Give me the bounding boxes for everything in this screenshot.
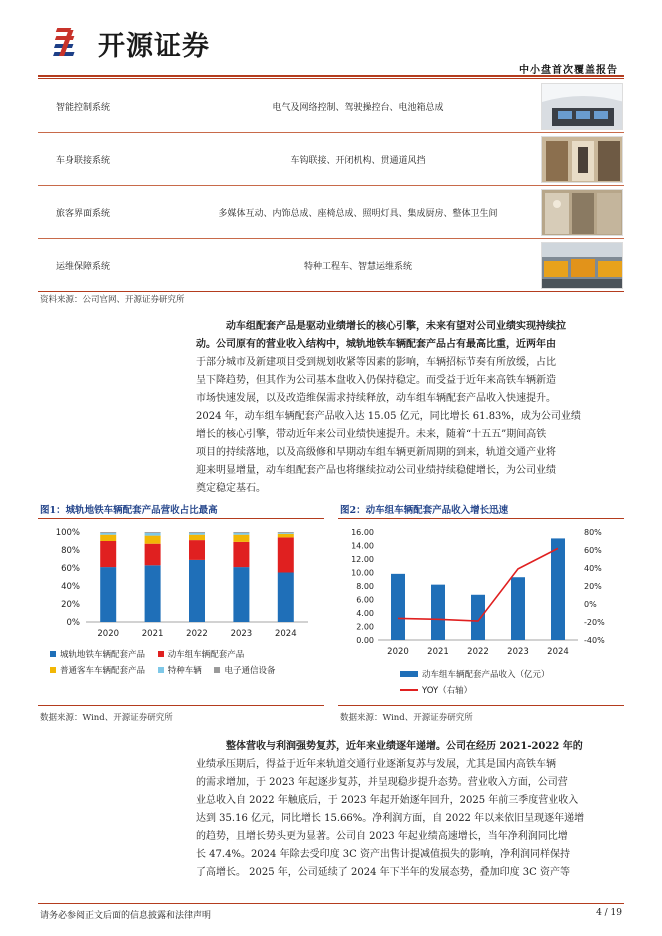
fig1-source: 数据来源：Wind、开源证券研究所 xyxy=(40,713,173,723)
legend-item xyxy=(400,668,550,680)
para2-line-1: 业绩承压期后，得益于近年来轨道交通行业逐渐复苏与发展，尤其是国内高铁车辆 xyxy=(196,759,556,770)
para1-line-0: 动车组配套产品是驱动业绩增长的核心引擎，未来有望对公司业绩实现持续拉 xyxy=(226,321,566,332)
footer-disclaimer: 请务必参阅正文后面的信息披露和法律声明 xyxy=(40,911,212,921)
para1-line-5: 2024 年，动车组车辆配套产品收入达 15.05 亿元，同比增长 61.83%，成为公司业绩 xyxy=(196,411,581,422)
interior-photo xyxy=(541,189,623,236)
bar-segment xyxy=(233,567,249,622)
bar-segment xyxy=(189,532,205,533)
bar-segment xyxy=(100,567,116,622)
para2-line-6: 长 47.4%。2024 年除去受印度 3C 资产出售计提减值损失的影响，净利润同样保持 xyxy=(196,849,570,860)
system-desc: 车钩联接、开闭机构、贯通道风挡 xyxy=(290,156,426,166)
brand-name: 开源证券 xyxy=(98,31,210,62)
legend-label: 动车组车辆配套产品收入（亿元） xyxy=(422,670,550,680)
y-tick-label: 80% xyxy=(61,546,80,556)
engineering-vehicle-photo xyxy=(541,242,623,289)
bar-segment xyxy=(189,533,205,535)
legend-label: YOY（右轴） xyxy=(422,686,473,696)
x-tick-label: 2020 xyxy=(97,629,120,639)
bar-segment xyxy=(278,532,294,533)
bar-segment xyxy=(278,537,294,572)
system-name: 运维保障系统 xyxy=(56,262,111,272)
bar-segment xyxy=(100,532,116,533)
x-tick-label: 2021 xyxy=(141,629,164,639)
y-right-tick-label: -40% xyxy=(584,636,605,645)
kaiyuan-logo-icon xyxy=(52,26,92,62)
brand-logo xyxy=(52,24,210,63)
fig2-title: 图2：动车组车辆配套产品收入增长迅速 xyxy=(340,505,509,516)
bar-segment xyxy=(278,573,294,623)
revenue-bar xyxy=(471,595,485,640)
fig2-bottom-rule xyxy=(338,705,624,706)
table-source: 资料来源：公司官网、开源证券研究所 xyxy=(40,295,185,305)
system-name: 旅客界面系统 xyxy=(56,209,111,219)
bar-segment xyxy=(145,565,161,622)
y-left-tick-label: 10.00 xyxy=(351,568,374,578)
cab-photo xyxy=(541,83,623,130)
x-tick-label: 2023 xyxy=(230,629,253,639)
x-tick-label: 2020 xyxy=(387,647,409,657)
y-right-tick-label: -20% xyxy=(584,618,605,627)
fig2-rule xyxy=(338,518,624,519)
bar-segment xyxy=(189,540,205,560)
legend-label: 特种车辆 xyxy=(167,666,202,676)
para2-line-2: 的需求增加，于 2023 年起逐步复苏，并呈现稳步提升态势。营业收入方面，公司营 xyxy=(196,777,568,788)
y-right-tick-label: 80% xyxy=(584,528,602,537)
para1-line-3: 呈下降趋势，但其作为公司基本盘收入仍保持稳定。而受益于近年来高铁车辆新造 xyxy=(196,375,556,386)
legend-label: 普通客车车辆配套产品 xyxy=(60,666,146,676)
y-left-tick-label: 12.00 xyxy=(351,555,374,564)
fig2-chart xyxy=(338,522,628,662)
paragraph-profit-recovery xyxy=(196,738,626,882)
bar-segment xyxy=(233,535,249,542)
table-row xyxy=(38,186,624,239)
table-row xyxy=(38,239,624,292)
y-right-tick-label: 0% xyxy=(584,600,597,609)
fig1-title: 图1：城轨地铁车辆配套产品营收占比最高 xyxy=(40,505,218,516)
bar-segment xyxy=(233,533,249,535)
x-tick-label: 2023 xyxy=(507,647,529,657)
revenue-bar xyxy=(391,574,405,640)
legend-swatch xyxy=(158,667,164,673)
fig2-chart-svg xyxy=(338,522,628,662)
fig1-chart-svg xyxy=(38,522,328,647)
para1-line-4: 市场快速发展，以及改造维保需求持续释放，动车组车辆配套产品收入快速提升。 xyxy=(196,393,556,404)
legend-item xyxy=(214,664,275,676)
system-desc: 多媒体互动、内饰总成、座椅总成、照明灯具、集成厨房、整体卫生间 xyxy=(218,209,498,219)
fig2-source: 数据来源：Wind、开源证券研究所 xyxy=(340,713,473,723)
para1-line-1: 动。公司原有的营业收入结构中，城轨地铁车辆配套产品占有最高比重，近两年由 xyxy=(196,339,556,350)
system-desc: 特种工程车、智慧运维系统 xyxy=(303,262,412,272)
y-left-tick-label: 6.00 xyxy=(356,595,374,605)
para1-line-7: 项目的持续落地，以及高级修和早期动车组车辆更新周期的到来，轨道交通产业将 xyxy=(196,447,556,458)
system-name: 车身联接系统 xyxy=(56,156,111,166)
y-tick-label: 20% xyxy=(61,600,80,610)
bar-segment xyxy=(233,542,249,567)
y-right-tick-label: 60% xyxy=(584,546,602,555)
report-type: 中小盘首次覆盖报告 xyxy=(519,65,618,76)
bar-segment xyxy=(145,532,161,533)
door-photo xyxy=(541,136,623,183)
y-left-tick-label: 4.00 xyxy=(356,609,374,618)
bar-segment xyxy=(100,535,116,541)
y-tick-label: 0% xyxy=(66,618,80,628)
legend-swatch xyxy=(50,667,56,673)
legend-item xyxy=(50,648,145,660)
legend-swatch xyxy=(214,667,220,673)
legend-label: 动车组车辆配套产品 xyxy=(167,650,245,660)
footer-divider xyxy=(38,903,624,904)
legend-swatch xyxy=(50,651,56,657)
para1-line-9: 奠定稳定基石。 xyxy=(196,483,266,494)
para2-line-3: 业总收入自 2022 年触底后，于 2023 年起开始逐年回升，2025 年前三季度营业收入 xyxy=(196,795,579,806)
legend-label: 城轨地铁车辆配套产品 xyxy=(60,650,146,660)
y-left-tick-label: 8.00 xyxy=(356,582,374,591)
legend-item xyxy=(158,664,202,676)
para1-line-6: 增长的核心引擎，带动近年来公司业绩快速提升。未来，随着“十五五”期间高铁 xyxy=(196,429,547,440)
x-tick-label: 2022 xyxy=(467,647,489,657)
para2-line-0: 整体营收与利润强势复苏，近年来业绩逐年递增。公司在经历 2021-2022 年的 xyxy=(226,741,583,752)
bar-segment xyxy=(278,533,294,534)
para2-line-4: 达到 35.16 亿元，同比增长 15.66%。净利润方面，自 2022 年以来依旧呈现逐年递增 xyxy=(196,813,585,824)
x-tick-label: 2021 xyxy=(427,647,449,657)
fig1-bottom-rule xyxy=(38,705,324,706)
revenue-bar xyxy=(551,538,565,640)
table-row xyxy=(38,80,624,133)
system-name: 智能控制系统 xyxy=(56,103,111,113)
y-tick-label: 60% xyxy=(61,564,80,574)
systems-table xyxy=(38,80,624,292)
para2-line-5: 的趋势，且增长势头更为显著。公司自 2023 年起业绩高速增长，当年净利润同比增 xyxy=(196,831,568,842)
bar-segment xyxy=(100,541,116,567)
bar-segment xyxy=(145,533,161,536)
paragraph-revenue-drivers xyxy=(196,318,626,498)
y-tick-label: 100% xyxy=(55,528,80,538)
header-divider xyxy=(38,75,624,77)
y-tick-label: 40% xyxy=(61,582,80,592)
page-number: 4 / 19 xyxy=(596,908,622,918)
bar-segment xyxy=(145,544,161,566)
fig1-chart xyxy=(38,522,328,647)
legend-swatch xyxy=(400,671,418,677)
y-left-tick-label: 16.00 xyxy=(351,528,374,537)
bar-segment xyxy=(189,560,205,622)
legend-swatch xyxy=(158,651,164,657)
x-tick-label: 2024 xyxy=(274,629,297,639)
revenue-bar xyxy=(511,577,525,640)
fig1-legend xyxy=(50,648,320,680)
x-tick-label: 2022 xyxy=(186,629,208,639)
y-right-tick-label: 40% xyxy=(584,564,602,573)
para1-line-8: 迎来明显增量，动车组配套产品也将继续拉动公司业绩持续稳健增长，为公司业绩 xyxy=(196,465,556,476)
fig2-legend xyxy=(400,668,620,700)
para1-line-2: 于部分城市及新建项目受到规划收紧等因素的影响，车辆招标节奏有所放缓，占比 xyxy=(196,357,556,368)
header-divider-thin xyxy=(38,78,624,79)
x-tick-label: 2024 xyxy=(547,647,569,657)
legend-swatch xyxy=(400,689,418,691)
bar-segment xyxy=(100,533,116,535)
bar-segment xyxy=(278,534,294,538)
bar-segment xyxy=(145,536,161,544)
bar-segment xyxy=(233,532,249,533)
bar-segment xyxy=(189,535,205,540)
y-left-tick-label: 0.00 xyxy=(356,636,374,645)
fig1-rule xyxy=(38,518,324,519)
legend-label: 电子通信设备 xyxy=(224,666,276,676)
revenue-bar xyxy=(431,585,445,640)
legend-item xyxy=(50,664,145,676)
y-left-tick-label: 14.00 xyxy=(351,541,374,551)
y-left-tick-label: 2.00 xyxy=(356,622,374,632)
page-header xyxy=(0,0,662,78)
table-row xyxy=(38,133,624,186)
legend-item xyxy=(400,684,472,696)
legend-item xyxy=(158,648,245,660)
y-right-tick-label: 20% xyxy=(584,582,602,591)
system-desc: 电气及网络控制、驾驶操控台、电池箱总成 xyxy=(272,103,444,113)
para2-line-7: 了高增长。 2025 年，公司延续了 2024 年下半年的发展态势，叠加印度 3C 资产等 xyxy=(196,867,570,878)
